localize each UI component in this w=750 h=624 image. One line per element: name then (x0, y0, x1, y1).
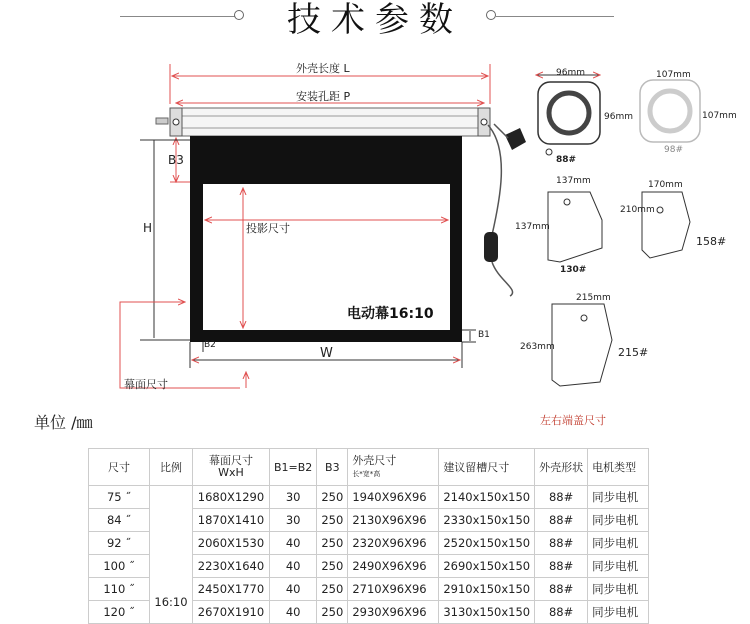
cell-housing: 2320X96X96 (348, 532, 439, 555)
cell-b3: 250 (317, 601, 348, 624)
cap158-height: 210mm (620, 205, 655, 215)
cell-motor: 同步电机 (588, 509, 649, 532)
cell-b3: 250 (317, 486, 348, 509)
col-b1b2: B1=B2 (270, 449, 317, 486)
cap130-width: 137mm (556, 176, 591, 186)
col-housing (348, 449, 439, 486)
col-screen-size (193, 449, 270, 486)
cap88-width: 96mm (556, 68, 585, 78)
cell-size: 120 ˝ (89, 601, 150, 624)
projection-size-label: 投影尺寸 (246, 222, 290, 235)
col-b3: B3 (317, 449, 348, 486)
cell-motor: 同步电机 (588, 578, 649, 601)
cell-motor: 同步电机 (588, 486, 649, 509)
cell-housing: 1940X96X96 (348, 486, 439, 509)
page-title: 技术参数 (287, 0, 463, 40)
cap158-code: 158# (696, 235, 727, 248)
cell-slot: 2330x150x150 (439, 509, 535, 532)
cell-size: 100 ˝ (89, 555, 150, 578)
cell-slot: 2690x150x150 (439, 555, 535, 578)
cell-housing: 2930X96X96 (348, 601, 439, 624)
cell-slot: 2520x150x150 (439, 532, 535, 555)
cell-motor: 同步电机 (588, 555, 649, 578)
cell-size: 92 ˝ (89, 532, 150, 555)
cell-shape: 88# (535, 509, 588, 532)
product-label: 电动幕16:10 (347, 306, 434, 322)
b2-label: B2 (204, 340, 216, 350)
cap98-height: 107mm (702, 111, 737, 121)
cell-size: 110 ˝ (89, 578, 150, 601)
cell-screen-size: 2060X1530 (193, 532, 270, 555)
col-slot: 建议留槽尺寸 (439, 449, 535, 486)
endcap-caption: 左右端盖尺寸 (540, 414, 606, 427)
endcap-130 (548, 192, 602, 262)
units-label: 单位 /㎜ (34, 413, 93, 432)
cell-slot: 2910x150x150 (439, 578, 535, 601)
table-header-row (89, 449, 649, 486)
col-size: 尺寸 (89, 449, 150, 486)
housing-case (170, 108, 490, 136)
col-screen-size-title: 幕面尺寸 (209, 454, 253, 467)
cell-b1b2: 40 (270, 532, 317, 555)
cap130-code: 130# (560, 265, 587, 275)
cap98-code: 98# (664, 145, 683, 155)
col-ratio: 比例 (150, 449, 193, 486)
cell-shape: 88# (535, 486, 588, 509)
cell-b1b2: 30 (270, 509, 317, 532)
cap215-code: 215# (618, 346, 649, 359)
cell-housing: 2130X96X96 (348, 509, 439, 532)
h-label: H (143, 221, 153, 235)
cell-size: 84 ˝ (89, 509, 150, 532)
power-switch (484, 232, 498, 262)
cell-b3: 250 (317, 555, 348, 578)
cell-b1b2: 30 (270, 486, 317, 509)
cell-b3: 250 (317, 532, 348, 555)
cap98-width: 107mm (656, 70, 691, 80)
cap88-height: 96mm (604, 112, 633, 122)
cell-shape: 88# (535, 601, 588, 624)
col-screen-size-sub: WxH (218, 466, 244, 479)
cap130-height: 137mm (515, 222, 550, 232)
cell-screen-size: 2670X1910 (193, 601, 270, 624)
col-housing-sub: 长*宽*高 (352, 469, 381, 478)
cell-motor: 同步电机 (588, 601, 649, 624)
cell-b3: 250 (317, 578, 348, 601)
cap158-width: 170mm (648, 180, 683, 190)
cell-screen-size: 2450X1770 (193, 578, 270, 601)
col-housing-title: 外壳尺寸 (352, 453, 397, 467)
cell-b1b2: 40 (270, 601, 317, 624)
screen-size-label: 幕面尺寸 (124, 378, 168, 391)
b3-label: B3 (168, 153, 184, 167)
cap215-width: 215mm (576, 293, 611, 303)
cell-shape: 88# (535, 555, 588, 578)
cell-size: 75 ˝ (89, 486, 150, 509)
cell-shape: 88# (535, 578, 588, 601)
cap88-code: 88# (556, 155, 577, 165)
cell-screen-size: 1680X1290 (193, 486, 270, 509)
col-shape: 外壳形状 (535, 449, 588, 486)
cell-screen-size: 2230X1640 (193, 555, 270, 578)
endcap-158 (642, 192, 690, 258)
cell-slot: 2140x150x150 (439, 486, 535, 509)
b1-label: B1 (478, 330, 490, 340)
mount-hole-label: 安装孔距 P (296, 90, 351, 103)
cell-slot: 3130x150x150 (439, 601, 535, 624)
cap215-height: 263mm (520, 342, 555, 352)
w-label: W (320, 346, 333, 361)
cell-shape: 88# (535, 532, 588, 555)
cell-screen-size: 1870X1410 (193, 509, 270, 532)
cell-housing: 2710X96X96 (348, 578, 439, 601)
cell-motor: 同步电机 (588, 532, 649, 555)
cell-housing: 2490X96X96 (348, 555, 439, 578)
cell-b1b2: 40 (270, 578, 317, 601)
cell-b3: 250 (317, 509, 348, 532)
col-motor: 电机类型 (588, 449, 649, 486)
housing-length-label: 外壳长度 L (296, 62, 350, 75)
cell-b1b2: 40 (270, 555, 317, 578)
spec-table (88, 448, 649, 624)
cell-ratio: 16:10 (150, 486, 193, 624)
table-row (89, 486, 649, 509)
